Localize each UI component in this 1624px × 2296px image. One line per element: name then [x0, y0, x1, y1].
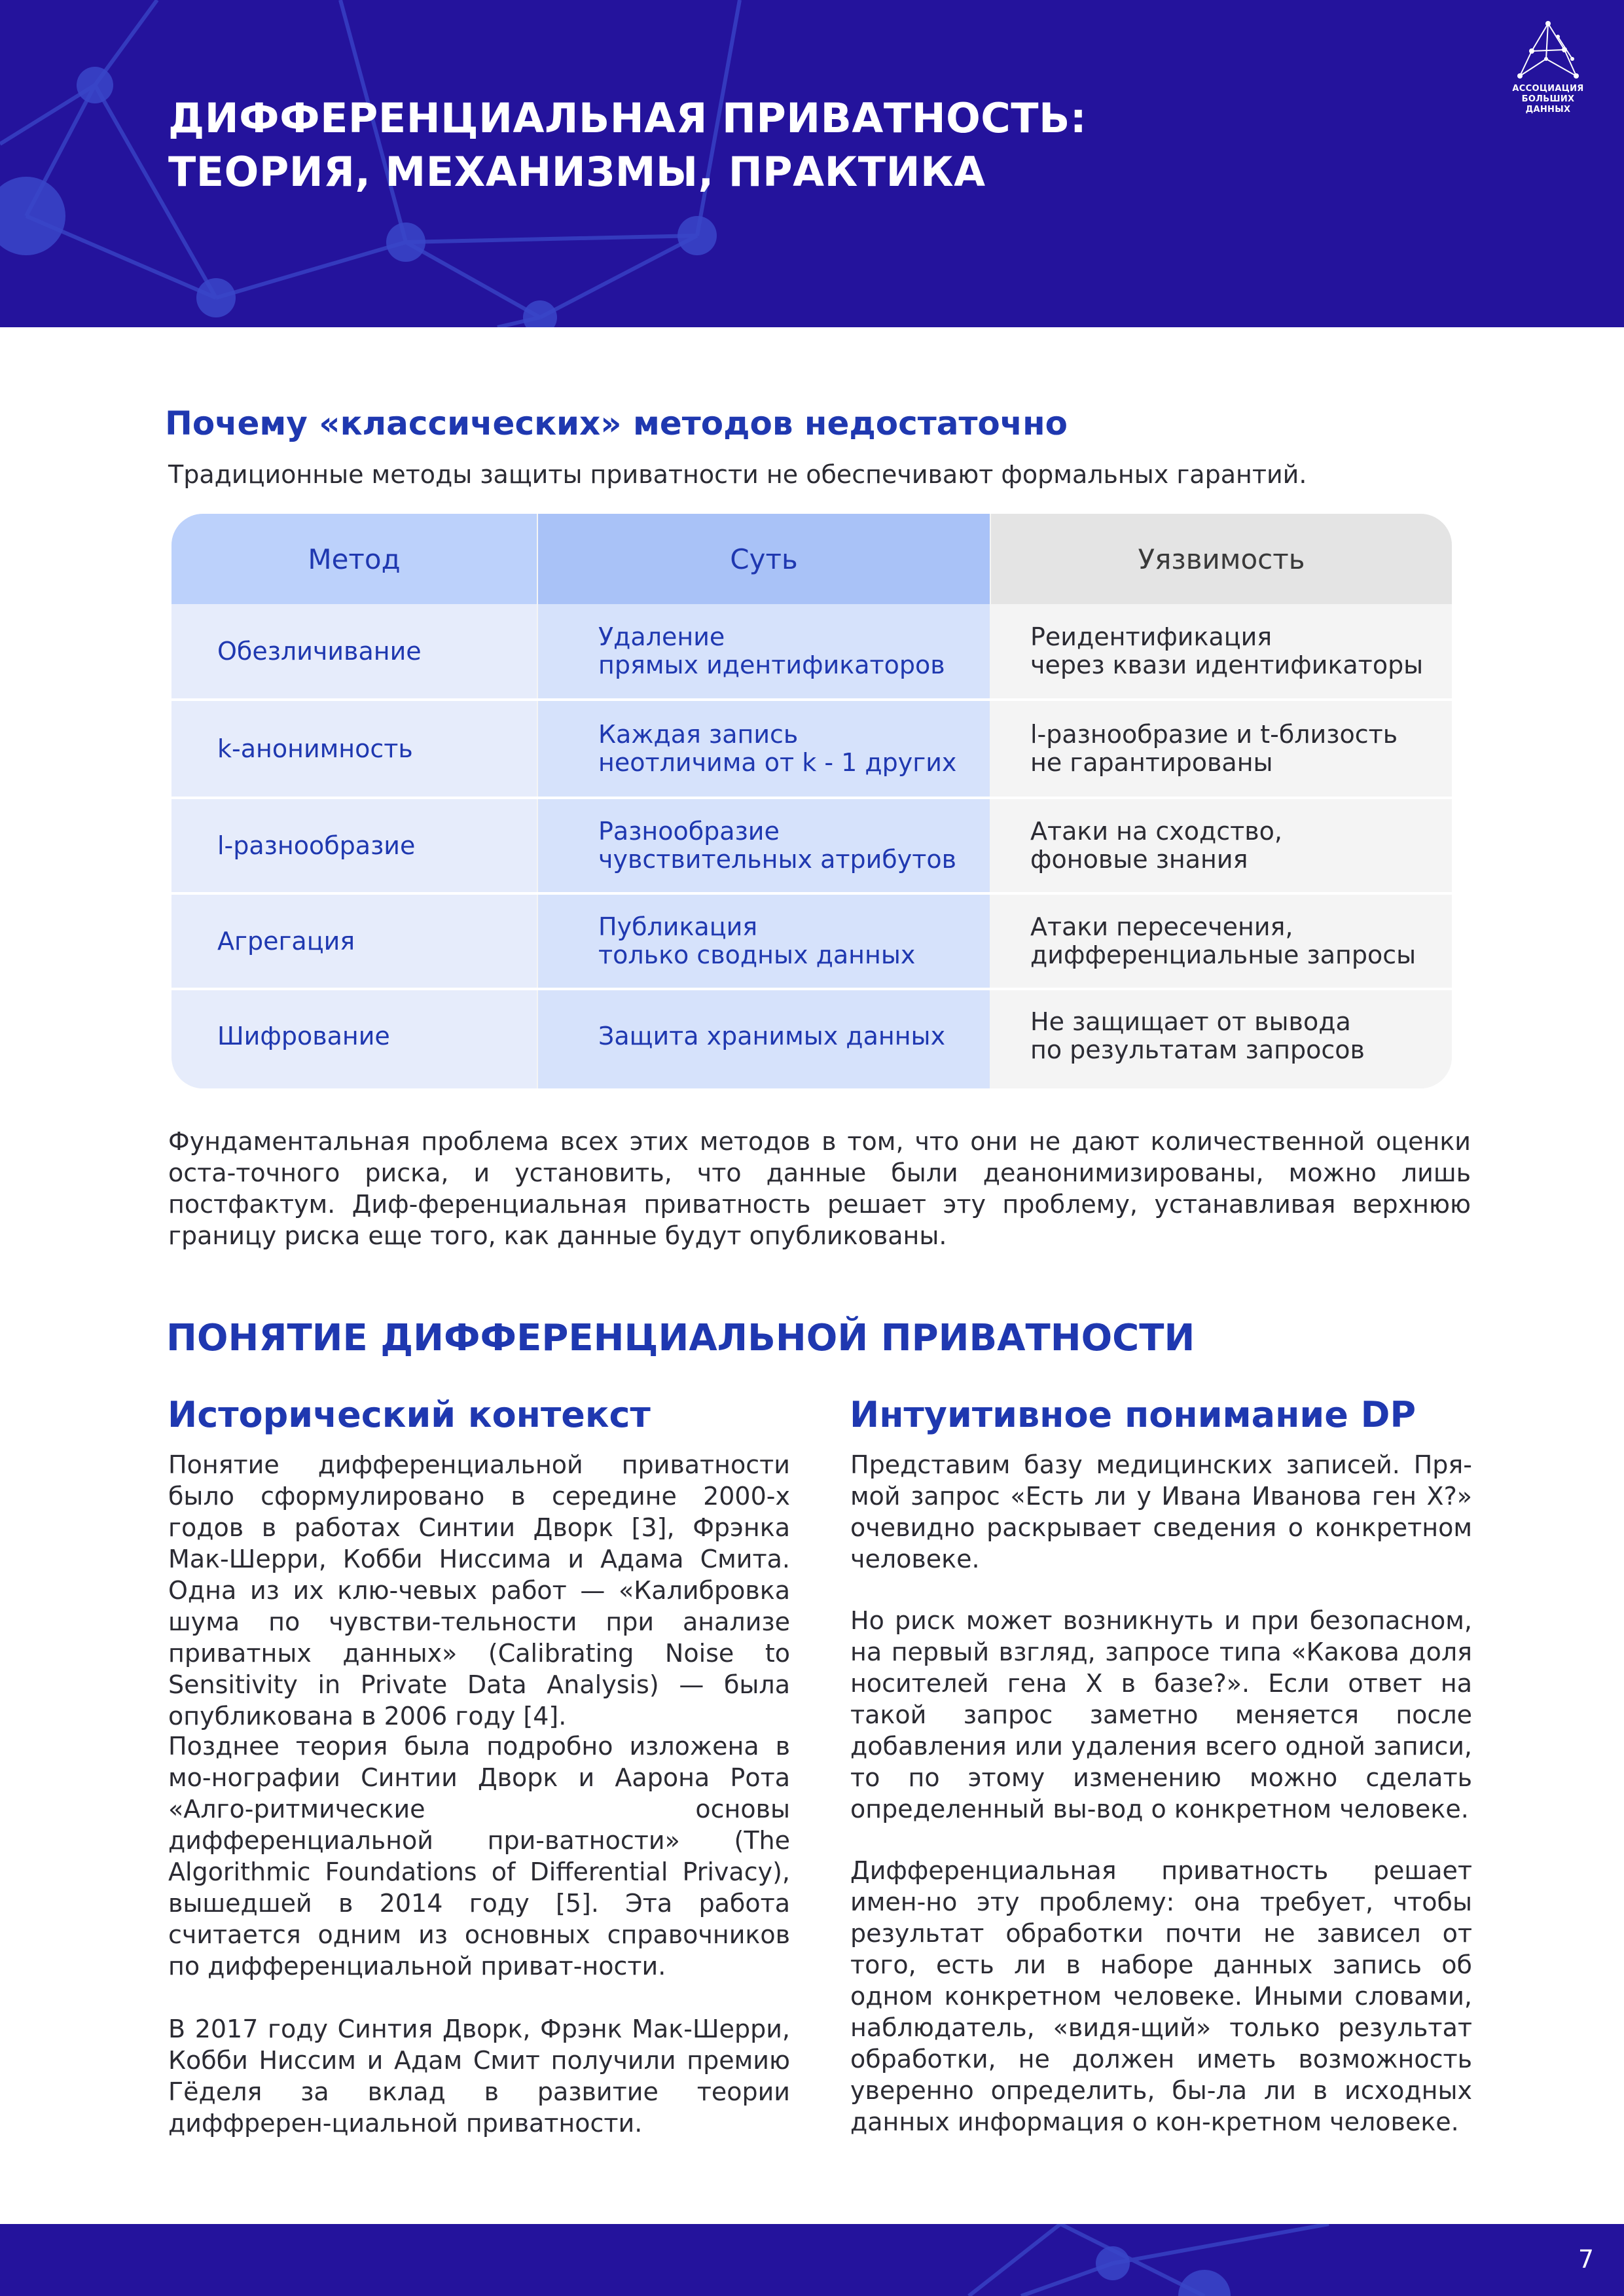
page-title [168, 92, 1087, 199]
constellation-logo-icon [1512, 18, 1584, 84]
page-header [0, 0, 1624, 327]
table-cell: Разнообразие чувствительных атрибутов [598, 817, 957, 874]
table-cell: Публикация только сводных данных [598, 912, 916, 969]
table-cell: Реидентификация через квази идентификаторы [1030, 622, 1424, 679]
table-header-essence: Суть [538, 514, 990, 604]
classic-methods-heading: Почему «классических» методов недостаточно [165, 404, 1068, 442]
history-paragraph-2: Позднее теория была подробно изложена в мо-нографии Синтии Дворк и Аарона Рота «Алго-ритмические основы дифференциальной при-ватности» (The Algorithmic Foundations of Differential Privacy), вышедшей в 2014 году [5]. Эта работа считается одним из основных справочников по дифференциальной приват-ности. [168, 1732, 790, 1981]
history-paragraph-1: Понятие дифференциальной приватности было сформулировано в середине 2000-х годов в работах Синтии Дворк [3], Фрэнка Мак-Шерри, Кобби Ниссима и Адама Смита. Одна из их клю-чевых работ — «Калибровка шума по чувстви-тельности при анализе приватных данных» (Calibrating Noise to Sensitivity in Private Data Analysis) — была опубликована в 2006 году [4]. [168, 1450, 790, 1731]
logo-text-line-2: БОЛЬШИХ ДАННЫХ [1521, 94, 1575, 115]
table-cell: Атаки пересечения, дифференциальные запросы [1030, 912, 1416, 969]
table-header-method: Метод [171, 514, 537, 604]
table-cell: Агрегация [217, 926, 355, 956]
classic-methods-lead: Традиционные методы защиты приватности не обеспечивают формальных гарантий. [168, 460, 1307, 489]
table-cell: k-анонимность [217, 734, 413, 763]
intuition-paragraph-1: Представим базу медицинских записей. Пря-мой запрос «Есть ли у Ивана Иванова ген X?» очевидно раскрывает сведения о конкретном человеке. [850, 1450, 1472, 1573]
table-cell: Защита хранимых данных [598, 1021, 946, 1050]
concept-section-heading: ПОНЯТИЕ ДИФФЕРЕНЦИАЛЬНОЙ ПРИВАТНОСТИ [166, 1317, 1195, 1359]
table-cell: Шифрование [217, 1021, 390, 1050]
table-cell: Атаки на сходство, фоновые знания [1030, 817, 1283, 874]
intuition-heading: Интуитивное понимание DP [850, 1394, 1416, 1435]
table-cell: Обезличивание [217, 636, 422, 666]
history-heading: Исторический контекст [168, 1394, 651, 1435]
table-cell: Не защищает от вывода по результатам запросов [1030, 1007, 1365, 1064]
page-footer [0, 2224, 1624, 2296]
table-cell: l-разнообразие и t-близость не гарантированы [1030, 720, 1398, 777]
history-paragraph-3: В 2017 году Синтия Дворк, Фрэнк Мак-Шерри, Кобби Ниссим и Адам Смит получили премию Гёделя за вклад в развитие теории диффререн-циальной приватности. [168, 2015, 790, 2138]
association-logo [1499, 18, 1597, 115]
title-line-1: ДИФФЕРЕНЦИАЛЬНАЯ ПРИВАТНОСТЬ: [168, 94, 1087, 142]
table-cell: l-разнообразие [217, 831, 416, 860]
table-header-vulnerability: Уязвимость [991, 514, 1452, 604]
title-line-2: ТЕОРИЯ, МЕХАНИЗМЫ, ПРАКТИКА [168, 148, 986, 196]
methods-table [171, 514, 1452, 1088]
table-cell: Удаление прямых идентификаторов [598, 622, 945, 679]
intuition-paragraph-2: Но риск может возникнуть и при безопасном, на первый взгляд, запросе типа «Какова доля носителей гена X в базе?». Если ответ на такой запрос заметно меняется после добавления или удаления всего одной записи, то по этому изменению можно сделать определенный вы-вод о конкретном человеке. [850, 1606, 1472, 1823]
logo-text-line-1: АССОЦИАЦИЯ [1512, 84, 1584, 94]
classic-summary-paragraph: Фундаментальная проблема всех этих методов в том, что они не дают количественной оценки оста-точного риска, и установить, что данные были деанонимизированы, можно лишь постфактум. Диф-ференциальная приватность решает эту проблему, устанавливая верхнюю границу риска еще того, как данные будут опубликованы. [168, 1127, 1471, 1250]
intuition-paragraph-3: Дифференциальная приватность решает имен-но эту проблему: она требует, чтобы результат обработки почти не зависел от того, есть ли в наборе данных запись об одном конкретном человеке. Иными словами, наблюдатель, «видя-щий» только результат обработки, не должен иметь возможность уверенно определить, бы-ла ли в исходных данных информация о кон-кретном человеке. [850, 1856, 1472, 2136]
table-cell: Каждая запись неотличима от k - 1 других [598, 720, 957, 777]
page-number: 7 [1578, 2245, 1594, 2274]
footer-network-decoration [0, 2224, 1624, 2296]
